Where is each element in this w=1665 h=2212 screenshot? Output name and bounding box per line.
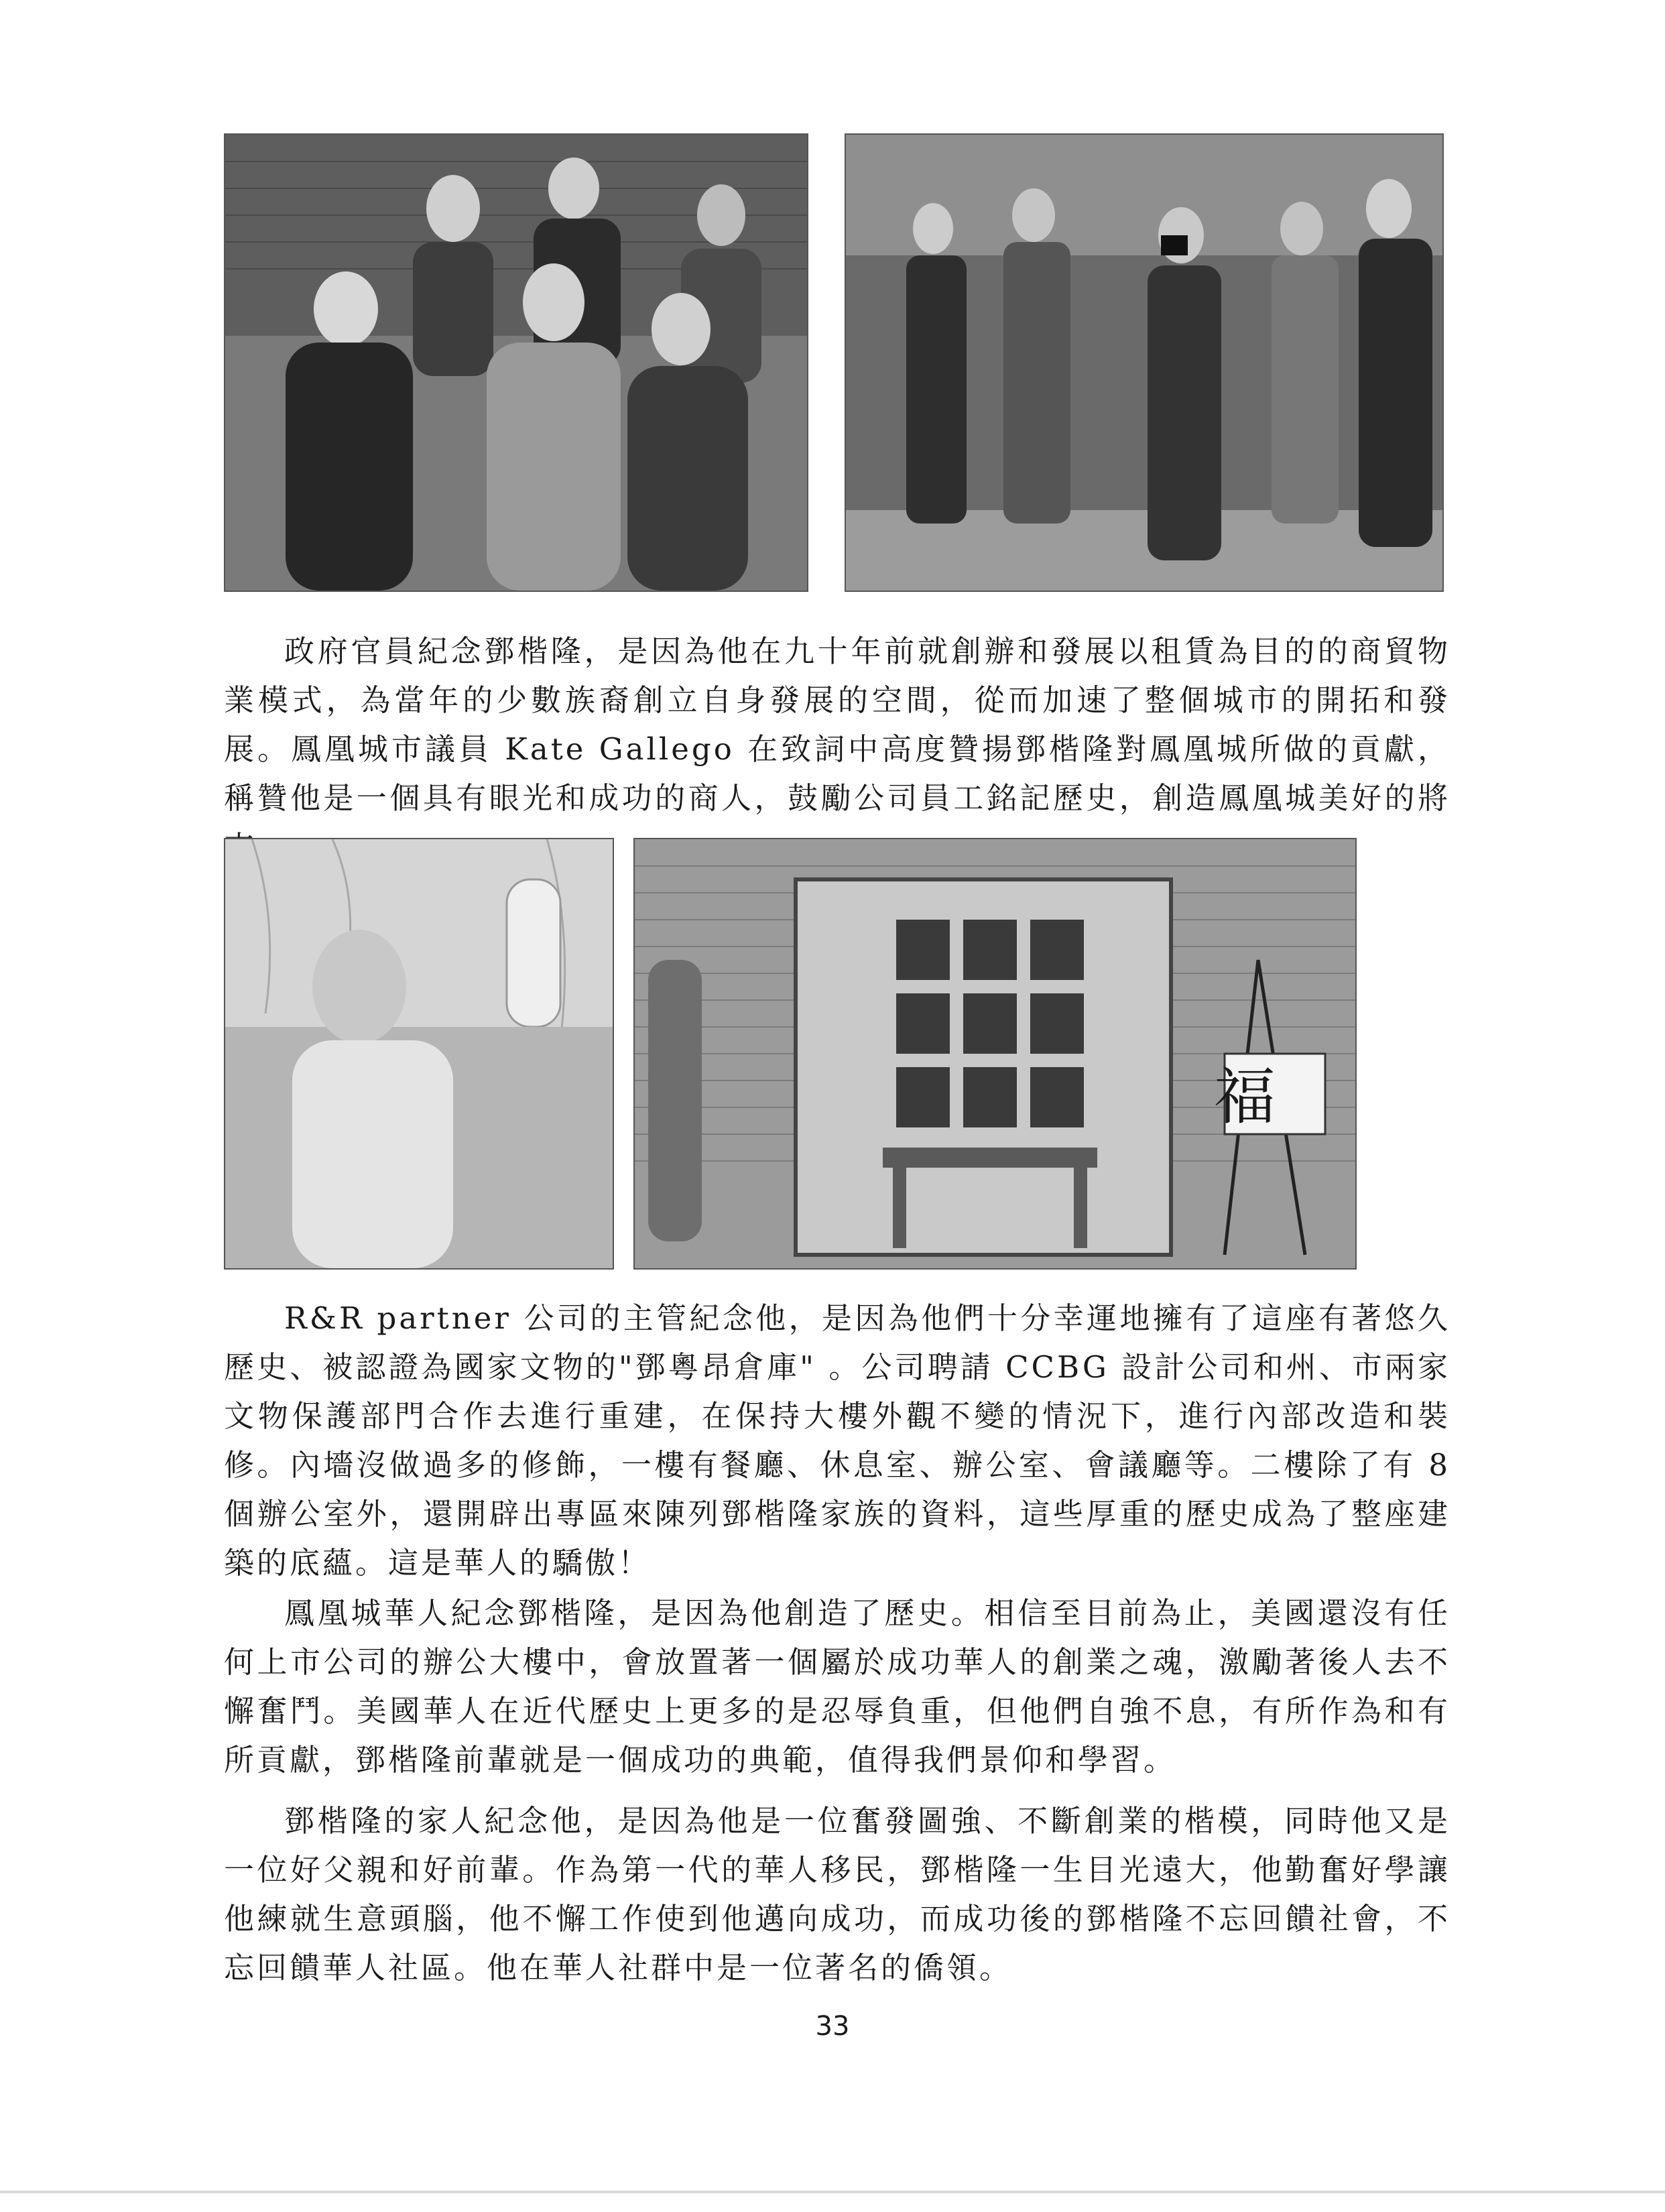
photo-photographers [845,133,1444,592]
page-bottom-rule [0,2191,1665,2193]
paragraph-family: 鄧楷隆的家人紀念他，是因為他是一位奮發圖強、不斷創業的楷模，同時他又是一位好父親和好前輩。作為第一代的華人移民，鄧楷隆一生目光遠大，他勤奮好學讓他練就生意頭腦，他不懈工作使到他邁向成功，而成功後的鄧楷隆不忘回饋社會，不忘回饋華人社區。他在華人社群中是一位著名的僑領。 [224,1803,1451,1985]
plaque-fu-character: 福 [1213,1061,1276,1133]
paragraph-phoenix-chinese: 鳳凰城華人紀念鄧楷隆，是因為他創造了歷史。相信至目前為止，美國還沒有任何上市公司的辦公大樓中，會放置著一個屬於成功華人的創業之魂，激勵著後人去不懈奮鬥。美國華人在近代歷史上更多的是忍辱負重，但他們自強不息，有所作為和有所貢獻，鄧楷隆前輩就是一個成功的典範，值得我們景仰和學習。 [224,1595,1451,1778]
paragraph-rr-partner: R&R partner 公司的主管紀念他，是因為他們十分幸運地擁有了這座有著悠久歷史、被認證為國家文物的"鄧粵昂倉庫" 。公司聘請 CCBG 設計公司和州、市兩家文物保護部門合作去進行重建，在保持大樓外觀不變的情況下，進行內部改造和裝修。內墻沒做過多的修飾，一樓有餐廳、休息室、辦公室、會議廳等。二樓除了有 8 個辦公室外，還開辟出專區來陳列鄧楷隆家族的資料，這些厚重的歷史成為了整座建築的底蘊。這是華人的驕傲！ [224,1300,1451,1581]
photo-memorial-display [633,838,1357,1270]
photo-portrait [224,838,614,1270]
paragraph-government: 政府官員紀念鄧楷隆，是因為他在九十年前就創辦和發展以租賃為目的的商貿物業模式，為當年的少數族裔創立自身發展的空間，從而加速了整個城市的開拓和發展。鳳凰城市議員 Kate Gallego 在致詞中高度贊揚鄧楷隆對鳳凰城所做的貢獻，稱贊他是一個具有眼光和成功的商人，鼓勵公司員工銘記歷史，創造鳳凰城美好的將 [224,633,1451,816]
page-number: 33 [815,2011,850,2042]
photo-family-group [224,133,808,592]
